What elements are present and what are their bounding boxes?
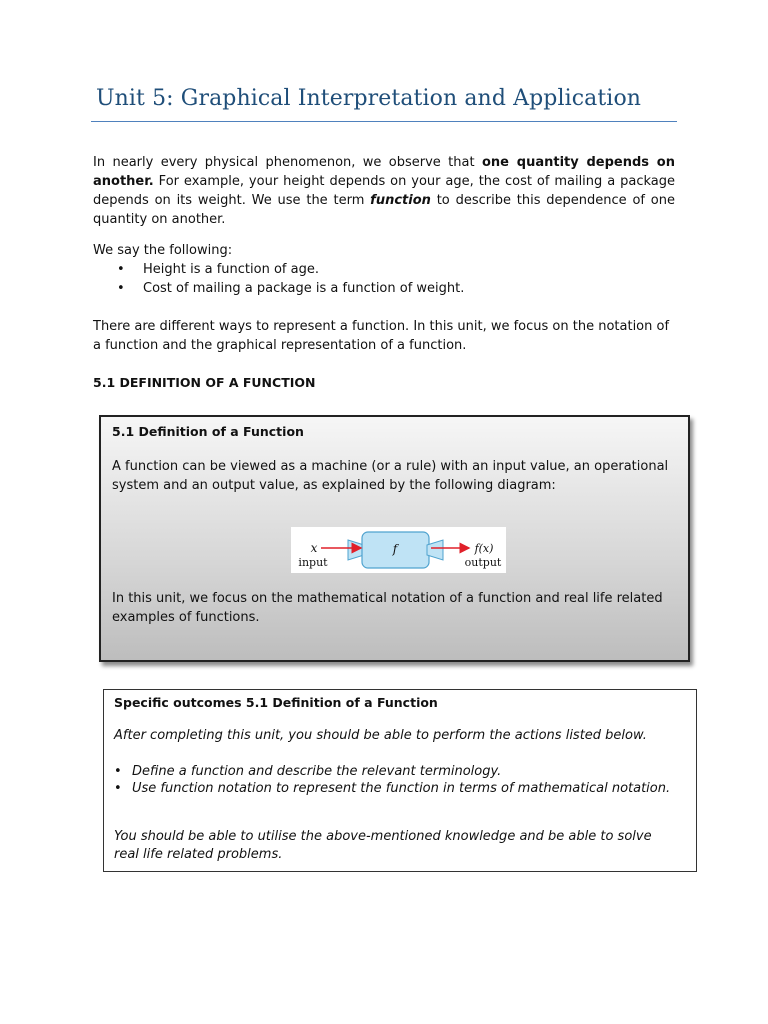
ways-paragraph: There are different ways to represent a function. In this unit, we focus on the notation of a function and the graphical representation of a function. [93,319,670,353]
section-heading: 5.1 DEFINITION OF A FUNCTION [93,375,316,390]
function-term: function [370,193,431,208]
function-symbol: f [392,542,398,556]
input-label: input [298,556,328,569]
outcomes-box [103,689,697,872]
input-symbol: x [310,541,318,555]
output-symbol: f(x) [474,542,494,555]
example-list [93,260,675,298]
list-item: • Define a function and describe the relevant terminology. [114,764,502,779]
outcomes-closing: You should be able to utilise the above-mentioned knowledge and be able to solve real life related problems. [114,829,652,862]
outcomes-intro: After completing this unit, you should be able to perform the actions listed below. [114,728,647,743]
intro-emphasis: one quantity depends on another. [93,155,675,189]
list-item: • Height is a function of age. [117,262,319,277]
definition-closing: In this unit, we focus on the mathematical notation of a function and real life related examples of functions. [112,591,663,625]
function-machine-diagram [291,527,506,573]
list-item: • Use function notation to represent the function in terms of mathematical notation. [114,780,671,796]
list-item: • Cost of mailing a package is a function of weight. [117,281,465,296]
outcomes-title: Specific outcomes 5.1 Definition of a Function [114,695,438,710]
outcomes-list [114,764,674,797]
output-label: output [464,556,502,569]
definition-body: A function can be viewed as a machine (or a rule) with an input value, an operational system and an output value, as explained by the following diagram: [112,459,669,493]
definition-title: 5.1 Definition of a Function [112,424,304,439]
title-rule [91,121,677,122]
say-following: We say the following: [93,243,233,258]
intro-paragraph: In nearly every physical phenomenon, we observe that one quantity depends on another. For example, your height depends on your age, the cost of mailing a package depends on its weight. We use the term function to describe this dependence of one quantity on another. [93,155,675,227]
definition-box [99,415,690,662]
unit-title: Unit 5: Graphical Interpretation and Application [96,86,642,111]
